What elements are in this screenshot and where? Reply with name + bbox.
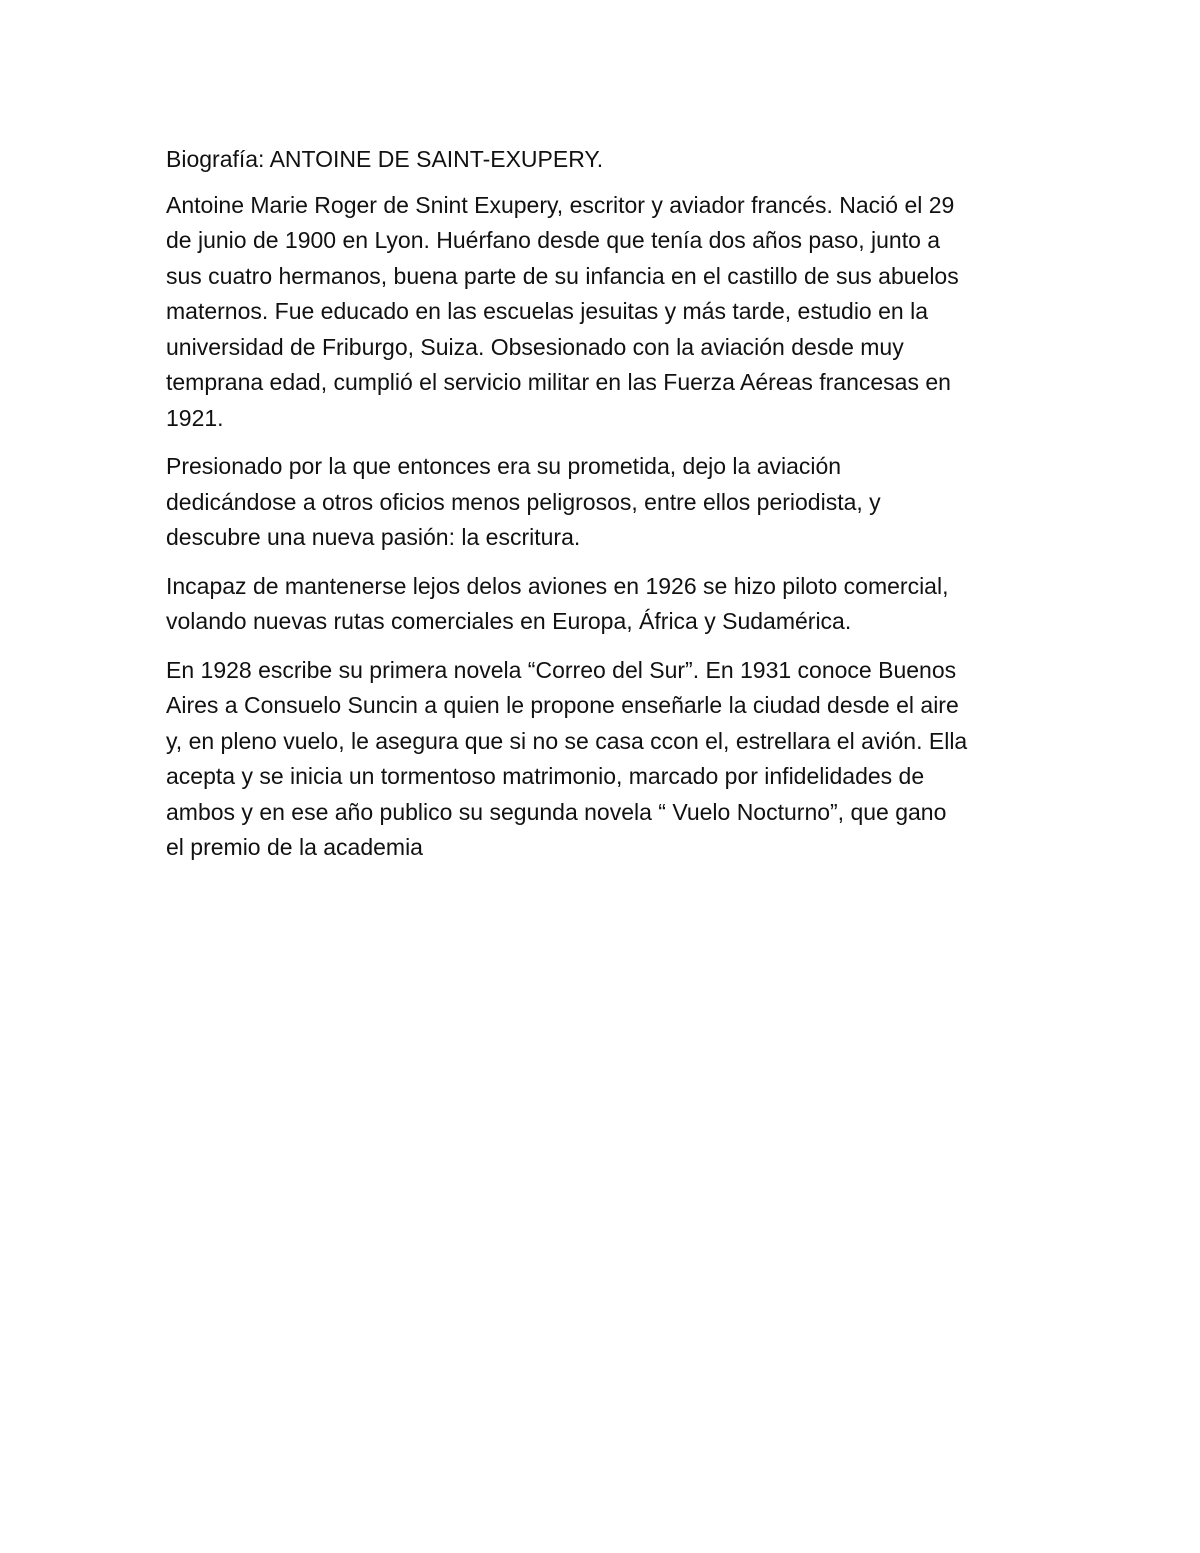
- text-line: Presionado por la que entonces era su prometida, dejo la aviación: [166, 453, 842, 479]
- text-line: Aires a Consuelo Suncin a quien le propone enseñarle la ciudad desde el aire: [166, 692, 959, 718]
- document-title: Biografía: ANTOINE DE SAINT-EXUPERY.: [166, 146, 604, 172]
- paragraph-2: [166, 449, 1046, 556]
- text-line: dedicándose a otros oficios menos peligrosos, entre ellos periodista, y: [166, 488, 881, 515]
- paragraph-3: [166, 569, 1046, 640]
- text-line: de junio de 1900 en Lyon. Huérfano desde que tenía dos años paso, junto a: [166, 227, 941, 253]
- text-line: En 1928 escribe su primera novela “Correo del Sur”. En 1931 conoce Buenos: [166, 656, 957, 683]
- document-body: [166, 142, 1046, 879]
- paragraph-1: [166, 188, 1046, 437]
- text-line: universidad de Friburgo, Suiza. Obsesionado con la aviación desde muy: [166, 333, 904, 360]
- text-line: Antoine Marie Roger de Snint Exupery, escritor y aviador francés. Nació el 29: [166, 191, 955, 218]
- text-line: temprana edad, cumplió el servicio militar en las Fuerza Aéreas francesas en: [166, 369, 951, 395]
- text-line: descubre una nueva pasión: la escritura.: [166, 524, 581, 550]
- text-line: sus cuatro hermanos, buena parte de su infancia en el castillo de sus abuelos: [166, 262, 959, 289]
- paragraph-4: [166, 653, 1046, 866]
- text-line: el premio de la academia: [166, 834, 423, 860]
- text-line: 1921.: [166, 404, 224, 431]
- text-line: Incapaz de mantenerse lejos delos aviones en 1926 se hizo piloto comercial,: [166, 572, 949, 599]
- text-line: maternos. Fue educado en las escuelas jesuitas y más tarde, estudio en la: [166, 298, 928, 324]
- text-line: volando nuevas rutas comerciales en Europa, África y Sudamérica.: [166, 608, 852, 634]
- text-line: y, en pleno vuelo, le asegura que si no se casa ccon el, estrellara el avión. Ella: [166, 727, 968, 754]
- text-line: ambos y en ese año publico su segunda novela “ Vuelo Nocturno”, que gano: [166, 798, 947, 825]
- text-line: acepta y se inicia un tormentoso matrimonio, marcado por infidelidades de: [166, 763, 925, 789]
